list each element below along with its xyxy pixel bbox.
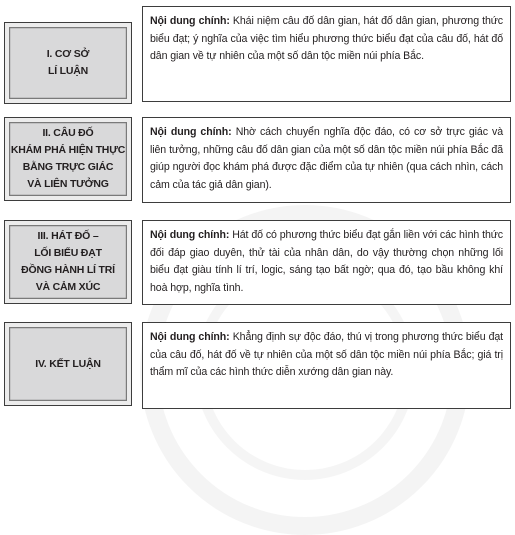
section-label: II. CÂU ĐỐ KHÁM PHÁ HIỆN THỰC BẰNG TRỰC GIÁC VÀ LIÊN TƯỞNG: [10, 127, 126, 190]
content-heading: Nội dung chính:: [150, 126, 232, 138]
section-label-box: [4, 117, 132, 201]
section-content: [150, 124, 503, 194]
content-body: Khái niệm câu đố dân gian, hát đố dân gian, phương thức biểu đạt; ý nghĩa của việc tìm hiểu phương thức biểu đạt của câu đố, hát đố dân gian về tự nhiên của một số dân tộc miền núi phía Bắc.: [150, 15, 503, 62]
section-content: [150, 227, 503, 297]
section-label: IV. KẾT LUẬN: [35, 357, 101, 370]
section-label: III. HÁT ĐỐ – LỐI BIỂU ĐẠT ĐỒNG HÀNH LÍ TRÍ VÀ CẢM XÚC: [21, 230, 115, 293]
content-heading: Nội dung chính:: [150, 15, 230, 27]
section-label-box: [4, 22, 132, 104]
content-body: Khẳng định sự độc đáo, thú vị trong phương thức biểu đạt của câu đố, hát đố về tự nhiên của một số dân tộc miền núi phía Bắc; giá trị thẩm mĩ của các hình thức diễn xướng dân gian này.: [150, 331, 503, 378]
section-content: [150, 13, 503, 66]
content-body: Nhờ cách chuyển nghĩa độc đáo, có cơ sở trực giác và liên tưởng, những câu đố dân gian của một số dân tộc miền núi phía Bắc đã giúp người đọc khám phá được đặc điểm của tự nhiên (qua cách nhìn, cách cảm của tác giả dân gian).: [150, 126, 503, 191]
content-heading: Nội dung chính:: [150, 331, 230, 343]
content-body: Hát đố có phương thức biểu đạt gắn liền với các hình thức đối đáp giao duyên, thử tài của nhân dân, do vậy thường chọn những lối biểu đạt giàu tính lí trí, logic, sáng tạo bất ngờ; qua đó, tạo bầu không khí hoà hợp, nghĩa tình.: [150, 229, 503, 294]
section-label: I. CƠ SỞ LÍ LUẬN: [46, 48, 90, 77]
section-label-box: [4, 220, 132, 304]
section-content-box: [142, 220, 511, 305]
section-content-box: [142, 6, 511, 102]
section-content-box: [142, 117, 511, 203]
section-content-box: [142, 322, 511, 409]
section-label-box: [4, 322, 132, 406]
content-heading: Nội dung chính:: [150, 229, 230, 241]
section-content: [150, 329, 503, 382]
